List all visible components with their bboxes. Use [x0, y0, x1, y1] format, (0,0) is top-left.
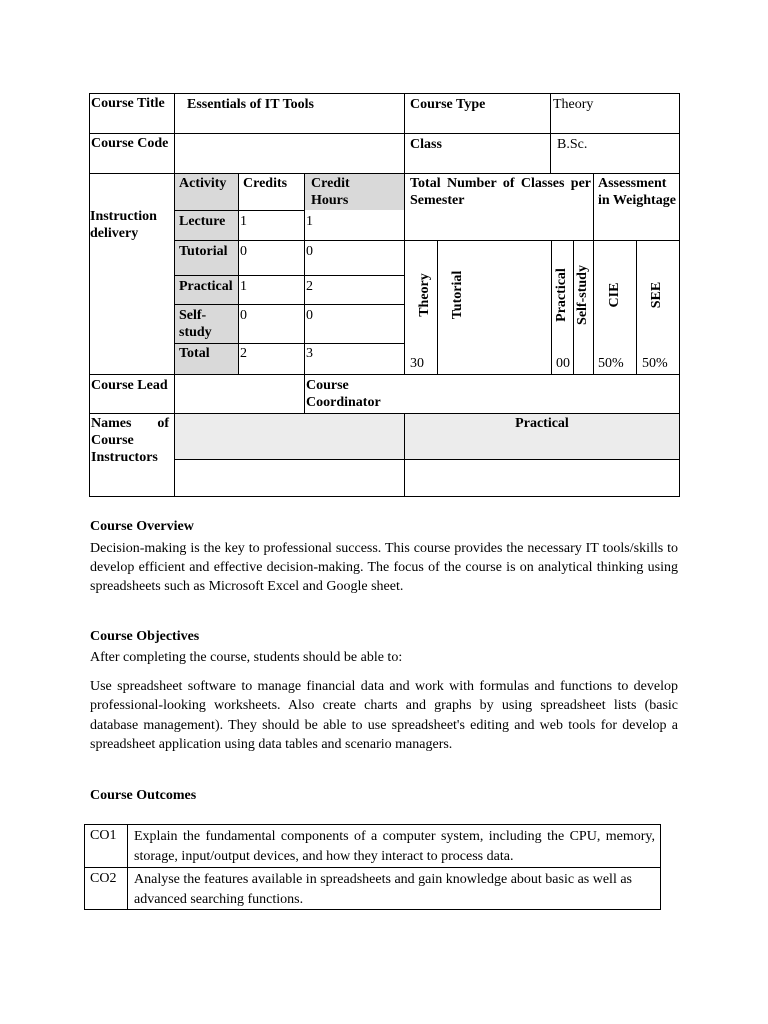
- tutorial-hours: 0: [306, 244, 313, 259]
- practical-classes-value: 00: [556, 356, 570, 371]
- course-code-label: Course Code: [91, 136, 169, 151]
- overview-heading: Course Overview: [90, 519, 194, 534]
- class-type-theory: Theory: [417, 273, 432, 317]
- activity-header: Activity: [179, 176, 227, 191]
- objectives-intro: After completing the course, students should be able to:: [90, 650, 403, 665]
- outcome-text-2: Analyse the features available in spreadsheets and gain knowledge about basic as well as advanced searching functions.: [134, 872, 632, 907]
- class-label: Class: [410, 137, 442, 152]
- theory-classes-value: 30: [410, 356, 424, 371]
- activity-total: Total: [179, 346, 210, 361]
- activity-tutorial: Tutorial: [179, 244, 228, 259]
- tutorial-credits: 0: [240, 244, 247, 259]
- course-lead-label: Course Lead: [91, 378, 168, 393]
- lecture-credits: 1: [240, 214, 247, 229]
- self-study-hours: 0: [306, 308, 313, 323]
- class-type-practical: Practical: [554, 268, 569, 322]
- activity-self-study: Self-study: [179, 308, 212, 340]
- assessment-see: SEE: [649, 281, 664, 309]
- outcome-text-1: Explain the fundamental components of a computer system, including the CPU, memory, storage, input/output devices, and how they interact to process data.: [134, 829, 655, 864]
- outcomes-heading: Course Outcomes: [90, 788, 197, 803]
- total-hours: 3: [306, 346, 313, 361]
- total-classes-label: Total Number of Classes per Semester: [410, 176, 591, 208]
- course-type-value: Theory: [553, 97, 594, 112]
- objectives-heading: Course Objectives: [90, 629, 200, 644]
- outcome-code-1: CO1: [90, 828, 117, 843]
- instruction-delivery-label: Instruction delivery: [90, 209, 157, 241]
- class-type-tutorial: Tutorial: [450, 270, 465, 320]
- activity-lecture: Lecture: [179, 214, 226, 229]
- instructors-label: Names of Course Instructors: [91, 416, 169, 465]
- course-title-label: Course Title: [91, 96, 165, 111]
- objectives-text: Use spreadsheet software to manage financial data and work with formulas and functions to develop professional-looking worksheets. Also create charts and graphs by using spreadsheet lists (basic database management). They should be able to use spreadsheet's editing and web tools for develop a spreadsheet application using data tables and scenario managers.: [90, 679, 678, 752]
- activity-practical: Practical: [179, 279, 233, 294]
- cie-value: 50%: [598, 356, 624, 371]
- practical-instructor-label: Practical: [515, 416, 569, 431]
- assessment-label: Assessment in Weightage: [598, 176, 676, 208]
- class-value: B.Sc.: [557, 137, 588, 152]
- outcome-code-2: CO2: [90, 871, 117, 886]
- total-credits: 2: [240, 346, 247, 361]
- practical-hours: 2: [306, 279, 313, 294]
- overview-text: Decision-making is the key to professional success. This course provides the necessary IT tools/skills to develop efficient and effective decision-making. The focus of the course is on analytical thinking using spreadsheets such as Microsoft Excel and Google sheet.: [90, 541, 678, 594]
- assessment-cie: CIE: [607, 282, 622, 308]
- lecture-hours: 1: [306, 214, 313, 229]
- course-coordinator-label: Course Coordinator: [306, 378, 381, 410]
- course-type-label: Course Type: [410, 97, 486, 112]
- see-value: 50%: [642, 356, 668, 371]
- credit-hours-header: Credit Hours: [311, 176, 350, 208]
- self-study-credits: 0: [240, 308, 247, 323]
- credits-header: Credits: [243, 176, 288, 191]
- practical-credits: 1: [240, 279, 247, 294]
- class-type-self-study: Self-study: [575, 265, 590, 325]
- course-title-value: Essentials of IT Tools: [187, 97, 314, 112]
